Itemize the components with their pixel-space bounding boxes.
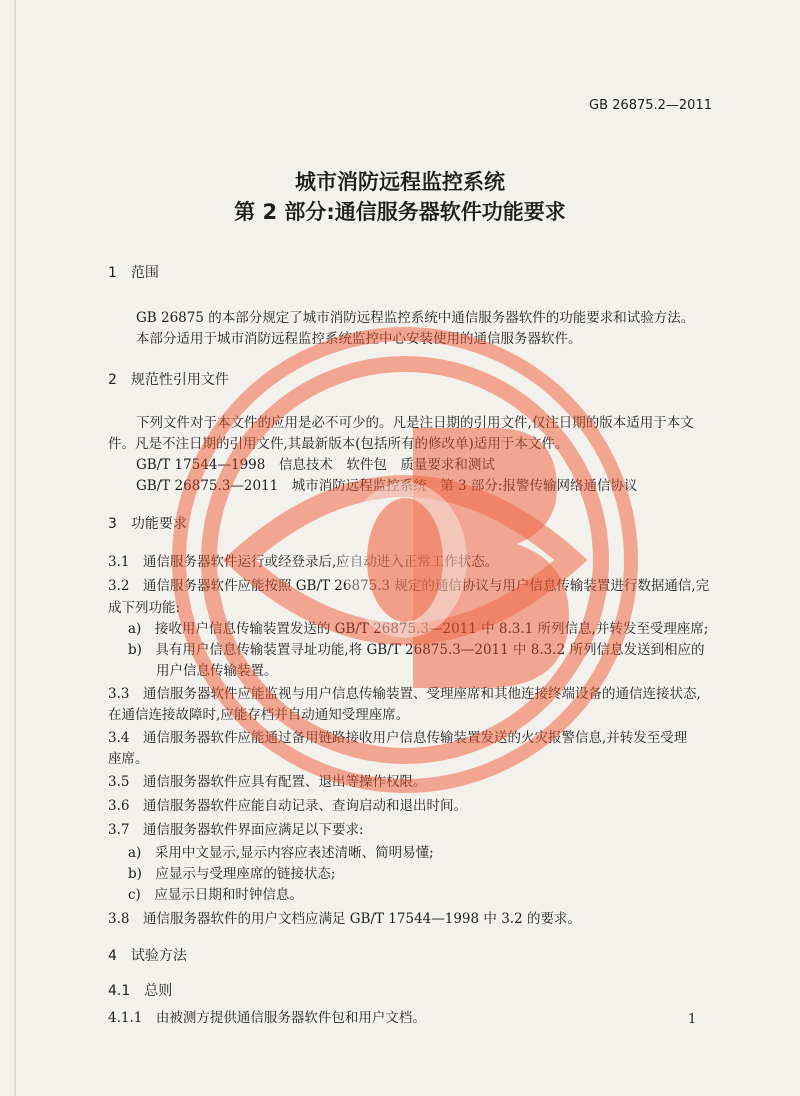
clause-3-3b: 在通信连接故障时,应能存档并自动通知受理座席。 bbox=[108, 707, 410, 723]
clause-4-1-1: 4.1.1 由被测方提供通信服务器软件包和用户文档。 bbox=[108, 1010, 426, 1026]
section-3-heading: 3 功能要求 bbox=[108, 516, 187, 532]
section-2-heading: 2 规范性引用文件 bbox=[108, 372, 229, 388]
page-number: 1 bbox=[688, 1012, 697, 1027]
clause-3-2-item-b2: 用户信息传输装置。 bbox=[156, 663, 278, 679]
standard-code: GB 26875.2—2011 bbox=[589, 98, 712, 113]
clause-3-1: 3.1 通信服务器软件运行或经登录后,应自动进入正常工作状态。 bbox=[108, 554, 499, 570]
section-1-para-2: 本部分适用于城市消防远程监控系统监控中心安装使用的通信服务器软件。 bbox=[136, 331, 582, 347]
section-1-heading: 1 范围 bbox=[108, 265, 159, 281]
clause-3-7-item-b: b) 应显示与受理座席的链接状态; bbox=[128, 866, 336, 882]
clause-3-4b: 座席。 bbox=[108, 751, 149, 767]
clause-3-2a: 3.2 通信服务器软件应能按照 GB/T 26875.3 规定的通信协议与用户信息传输装置进行数据通信,完 bbox=[108, 578, 710, 594]
section-4-heading: 4 试验方法 bbox=[108, 948, 187, 964]
section-1-para-1: GB 26875 的本部分规定了城市消防远程监控系统中通信服务器软件的功能要求和试验方法。 bbox=[136, 310, 695, 326]
clause-3-7: 3.7 通信服务器软件界面应满足以下要求: bbox=[108, 822, 364, 838]
clause-3-6: 3.6 通信服务器软件应能自动记录、查询启动和退出时间。 bbox=[108, 798, 467, 814]
reference-2: GB/T 26875.3—2011 城市消防远程监控系统 第 3 部分:报警传输网络通信协议 bbox=[136, 478, 638, 494]
title-line-1: 城市消防远程监控系统 bbox=[295, 170, 505, 194]
clause-3-4a: 3.4 通信服务器软件应能通过备用链路接收用户信息传输装置发送的火灾报警信息,并转发至受理 bbox=[108, 730, 688, 746]
clause-3-7-item-a: a) 采用中文显示,显示内容应表述清晰、简明易懂; bbox=[128, 845, 434, 861]
section-2-para-1b: 件。凡是不注日期的引用文件,其最新版本(包括所有的修改单)适用于本文件。 bbox=[108, 436, 569, 452]
clause-3-5: 3.5 通信服务器软件应具有配置、退出等操作权限。 bbox=[108, 774, 427, 790]
title-line-2: 第 2 部分:通信服务器软件功能要求 bbox=[234, 200, 566, 224]
clause-3-2b: 成下列功能: bbox=[108, 600, 181, 616]
section-2-para-1a: 下列文件对于本文件的应用是必不可少的。凡是注日期的引用文件,仅注日期的版本适用于本文 bbox=[136, 415, 694, 431]
clause-3-7-item-c: c) 应显示日期和时钟信息。 bbox=[128, 887, 303, 903]
scan-edge bbox=[14, 0, 16, 1096]
clause-3-8: 3.8 通信服务器软件的用户文档应满足 GB/T 17544—1998 中 3.2 的要求。 bbox=[108, 911, 581, 927]
clause-3-2-item-a: a) 接收用户信息传输装置发送的 GB/T 26875.3—2011 中 8.3.1 所列信息,并转发至受理座席; bbox=[128, 621, 709, 637]
section-4-1-heading: 4.1 总则 bbox=[108, 983, 173, 999]
clause-3-2-item-b1: b) 具有用户信息传输装置寻址功能,将 GB/T 26875.3—2011 中 8.3.2 所列信息发送到相应的 bbox=[128, 642, 705, 658]
clause-3-3a: 3.3 通信服务器软件应能监视与用户信息传输装置、受理座席和其他连接终端设备的通信连接状态, bbox=[108, 686, 701, 702]
reference-1: GB/T 17544—1998 信息技术 软件包 质量要求和测试 bbox=[136, 457, 495, 473]
